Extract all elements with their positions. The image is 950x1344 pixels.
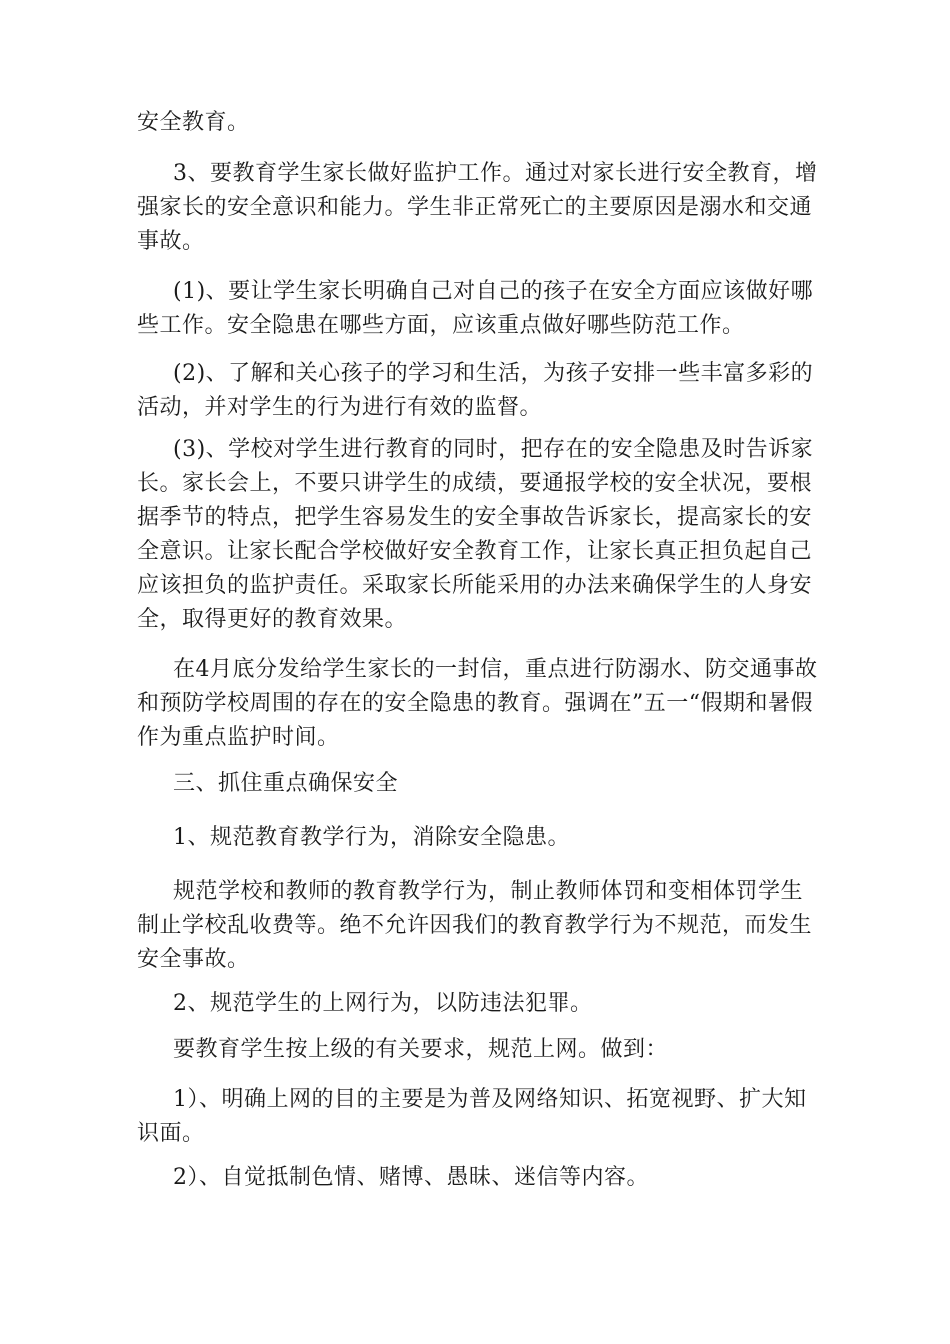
paragraph-3: (1)、要让学生家长明确自己对自己的孩子在安全方面应该做好哪些工作。安全隐患在哪些方面，应该重点做好哪些防范工作。 bbox=[137, 279, 814, 338]
paragraph-6: 在4月底分发给学生家长的一封信，重点进行防溺水、防交通事故和预防学校周围的存在的安全隐患的教育。强调在”五一“假期和暑假作为重点监护时间。 bbox=[137, 657, 818, 750]
paragraph-1: 安全教育。 bbox=[137, 110, 250, 135]
paragraph-9: 2、规范学生的上网行为，以防违法犯罪。 bbox=[173, 991, 593, 1016]
paragraph-12: 2）、自觉抵制色情、赌博、愚昧、迷信等内容。 bbox=[173, 1165, 649, 1190]
paragraph-8: 规范学校和教师的教育教学行为，制止教师体罚和变相体罚学生制止学校乱收费等。绝不允许因我们的教育教学行为不规范，而发生安全事故。 bbox=[137, 879, 813, 972]
paragraph-2: 3、要教育学生家长做好监护工作。通过对家长进行安全教育，增强家长的安全意识和能力。学生非正常死亡的主要原因是溺水和交通事故。 bbox=[137, 161, 818, 254]
paragraph-4: (2)、了解和关心孩子的学习和生活，为孩子安排一些丰富多彩的活动，并对学生的行为进行有效的监督。 bbox=[137, 361, 814, 420]
paragraph-7: 1、规范教育教学行为，消除安全隐患。 bbox=[173, 825, 570, 850]
section-heading: 三、抓住重点确保安全 bbox=[173, 771, 399, 796]
paragraph-10: 要教育学生按上级的有关要求，规范上网。做到： bbox=[173, 1037, 669, 1062]
paragraph-5: (3)、学校对学生进行教育的同时，把存在的安全隐患及时告诉家长。家长会上，不要只讲学生的成绩，要通报学校的安全状况，要根据季节的特点，把学生容易发生的安全事故告诉家长，提高家长的安全意识。让家长配合学校做好安全教育工作，让家长真正担负起自己应该担负的监护责任。采取家长所能采用的办法来确保学生的人身安全，取得更好的教育效果。 bbox=[137, 437, 814, 632]
paragraph-11: 1）、明确上网的目的主要是为普及网络知识、拓宽视野、扩大知识面。 bbox=[137, 1087, 807, 1146]
